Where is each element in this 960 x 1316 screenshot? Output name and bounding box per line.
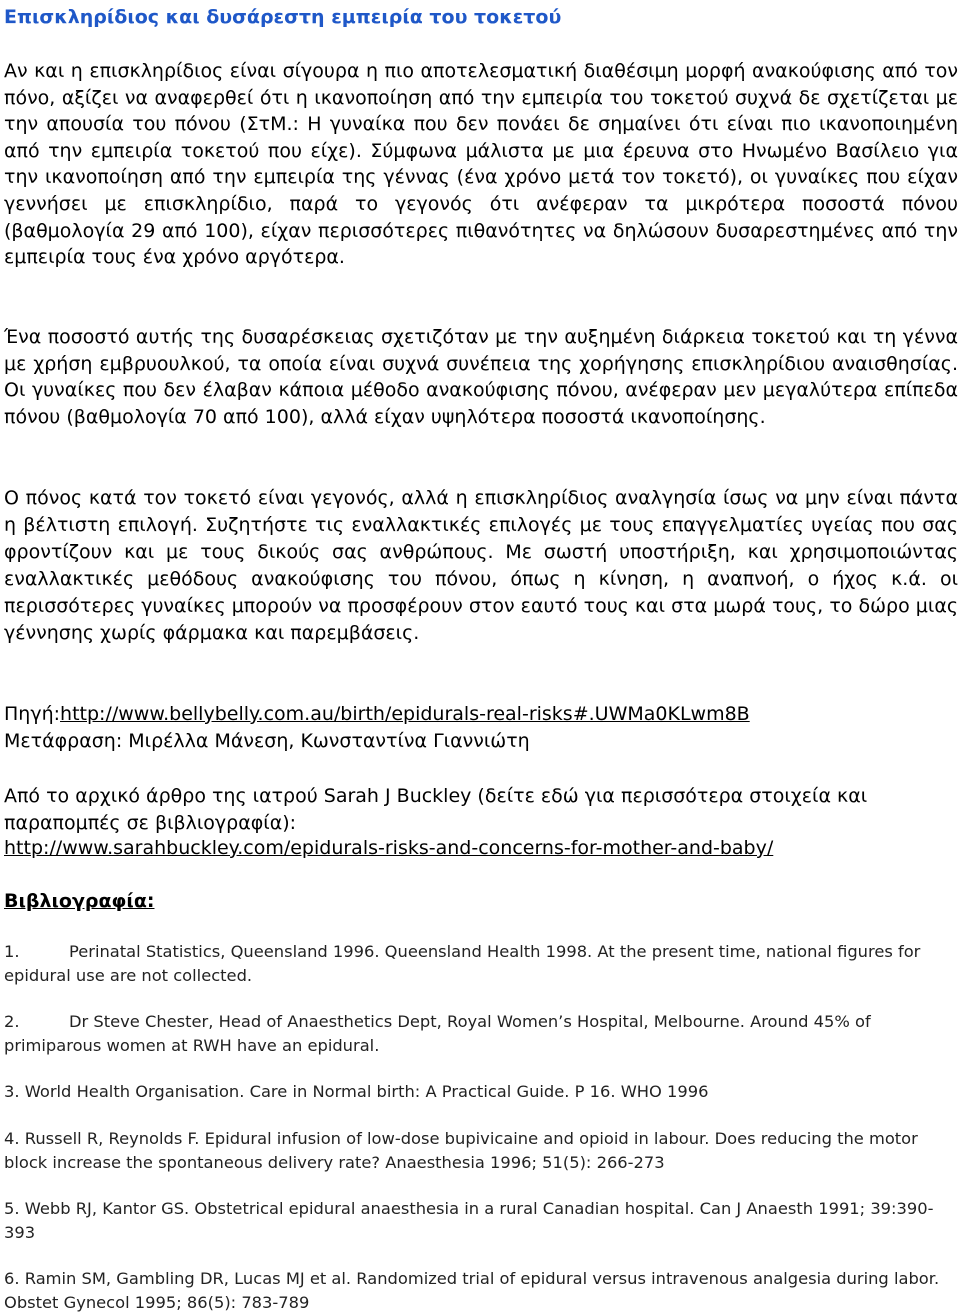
reference-number: 4.: [4, 1129, 20, 1148]
page-title: Επισκληρίδιος και δυσάρεστη εμπειρία του τοκετού: [4, 6, 562, 28]
original-article-line: [4, 837, 773, 859]
reference-text: Ramin SM, Gambling DR, Lucas MJ et al. Randomized trial of epidural versus intravenous analgesia during labor. Obstet Gynecol 1995; 86(5): 783-789: [4, 1269, 940, 1312]
reference-number: 5.: [4, 1199, 20, 1218]
original-article-text: Από το αρχικό άρθρο της ιατρού Sarah J Buckley (δείτε εδώ για περισσότερα στοιχεία και παραπομπές σε βιβλιογραφία):: [4, 785, 868, 834]
reference-6: [4, 1267, 958, 1314]
reference-number: 1.: [4, 942, 20, 961]
reference-number: 3.: [4, 1082, 20, 1101]
reference-5: [4, 1197, 958, 1244]
reference-text: World Health Organisation. Care in Normal birth: A Practical Guide. P 16. WHO 1996: [24, 1082, 709, 1101]
reference-text: Russell R, Reynolds F. Epidural infusion of low-dose bupivicaine and opioid in labour. Does reducing the motor block increase the spontaneous delivery rate? Anaesthesia 1996; 51(5): 266-273: [4, 1129, 918, 1172]
reference-3: [4, 1080, 958, 1104]
bibliography-heading: Βιβλιογραφία:: [4, 890, 155, 912]
source-link[interactable]: http://www.bellybelly.com.au/birth/epidurals-real-risks#.UWMa0KLwm8B: [60, 703, 750, 725]
reference-text: Webb RJ, Kantor GS. Obstetrical epidural anaesthesia in a rural Canadian hospital. Can J Anaesth 1991; 39:390-393: [4, 1199, 934, 1242]
paragraph-intro: Αν και η επισκληρίδιος είναι σίγουρα η πιο αποτελεσματική διαθέσιμη μορφή ανακούφισης από τον πόνο, αξίζει να αναφερθεί ότι η ικανοποίηση από την εμπειρία του τοκετού συχνά δε σχετίζεται με την απουσία του πόνου (ΣτΜ.: Η γυναίκα που δεν πονάει δε σημαίνει ότι είναι πιο ικανοποιημένη από την εμπειρία τοκετού που είχε). Σύμφωνα μάλιστα με μια έρευνα στο Ηνωμένο Βασίλειο για την ικανοποίηση από την εμπειρία της γέννας (ένα χρόνο μετά τον τοκετό), οι γυναίκες που είχαν γεννήσει με επισκληρίδιο, παρά το γεγονός ότι ανέφεραν τα μικρότερα ποσοστά πόνου (βαθμολογία 29 από 100), είχαν περισσότερες πιθανότητες να δηλώσουν δυσαρεστημένες από την εμπειρία τους ένα χρόνο αργότερα.: [4, 60, 958, 269]
reference-number: 2.: [4, 1012, 20, 1031]
reference-text: Dr Steve Chester, Head of Anaesthetics Dept, Royal Women’s Hospital, Melbourne. Around 45% of primiparous women at RWH have an epidural.: [4, 1012, 871, 1055]
paragraph-advice: Ο πόνος κατά τον τοκετό είναι γεγονός, αλλά η επισκληρίδιος αναλγησία ίσως να μην είναι πάντα η βέλτιστη επιλογή. Συζητήστε τις εναλλακτικές επιλογές με τους επαγγελματίες υγείας που σας φροντίζουν και με τους δικούς σας ανθρώπους. Με σωστή υποστήριξη, και χρησιμοποιώντας εναλλακτικές μεθόδους ανακούφισης του πόνου, όπως η κίνηση, η αναπνοή, ο ήχος κ.ά. οι περισσότερες γυναίκες μπορούν να προσφέρουν στον εαυτό τους και στα μωρά τους, το δώρο μιας γέννησης χωρίς φάρμακα και παρεμβάσεις.: [4, 487, 958, 644]
reference-1: [4, 940, 958, 987]
reference-2: [4, 1010, 958, 1057]
source-line: [4, 703, 750, 725]
source-label: Πηγή:: [4, 703, 61, 725]
original-article-link[interactable]: http://www.sarahbuckley.com/epidurals-risks-and-concerns-for-mother-and-baby/: [4, 837, 774, 859]
reference-4: [4, 1127, 958, 1174]
paragraph-dissatisfaction: Ένα ποσοστό αυτής της δυσαρέσκειας σχετιζόταν με την αυξημένη διάρκεια τοκετού και τη γέννα με χρήση εμβρυουλκού, τα οποία είναι συχνά συνέπεια της χορήγησης επισκληρίδιου αναισθησίας. Οι γυναίκες που δεν έλαβαν κάποια μέθοδο ανακούφισης πόνου, ανέφεραν μεν μεγαλύτερα επίπεδα πόνου (βαθμολογία 70 από 100), αλλά είχαν υψηλότερα ποσοστά ικανοποίησης.: [4, 326, 958, 428]
translation-line: Μετάφραση: Μιρέλλα Μάνεση, Κωνσταντίνα Γιαννιώτη: [4, 730, 530, 752]
reference-number: 6.: [4, 1269, 20, 1288]
reference-text: Perinatal Statistics, Queensland 1996. Queensland Health 1998. At the present time, national figures for epidural use are not collected.: [4, 942, 921, 985]
